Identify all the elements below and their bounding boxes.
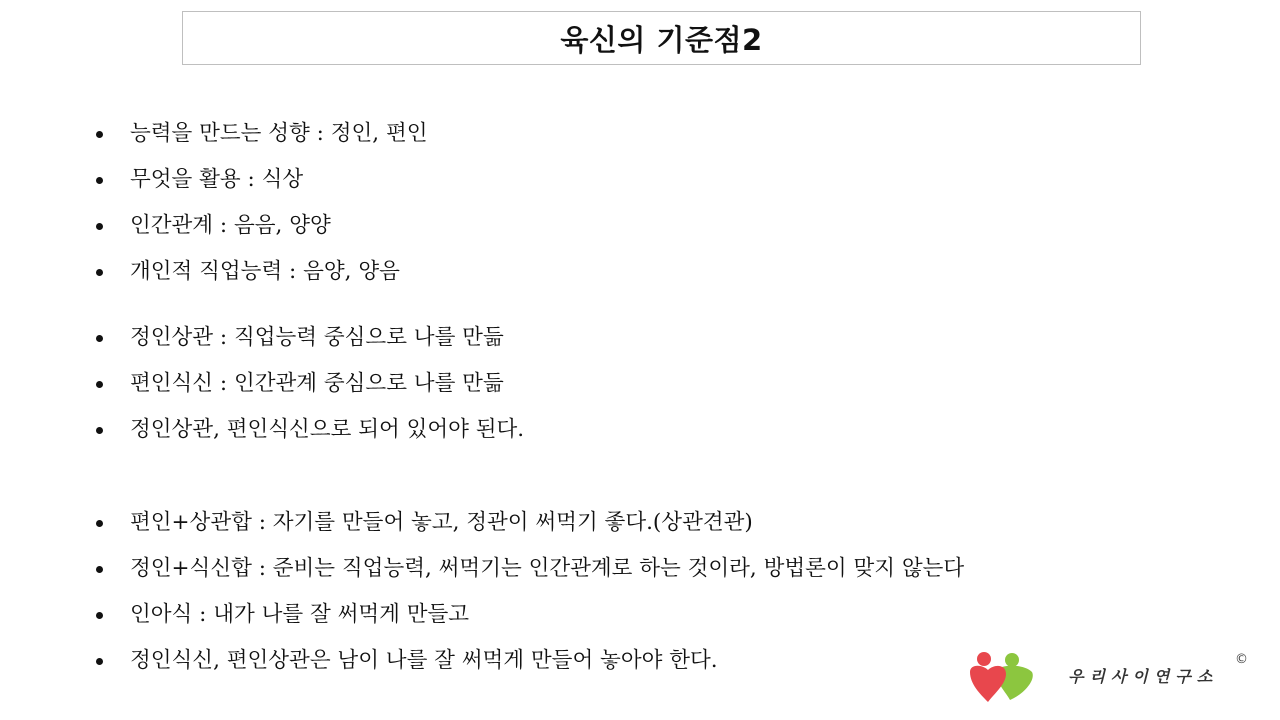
bullet-item [96,211,331,241]
bullet-dot-icon [96,131,103,138]
bullet-text: 정인상관 : 직업능력 중심으로 나를 만듦 [130,325,504,350]
bullet-text: 무엇을 활용 : 식상 [130,167,304,192]
bullet-text: 정인+식신합 : 준비는 직업능력, 써먹기는 인간관계로 하는 것이라, 방법론이 맞지 않는다 [130,556,965,581]
bullet-text: 편인+상관합 : 자기를 만들어 놓고, 정관이 써먹기 좋다.(상관견관) [130,510,753,535]
bullet-item [96,165,303,195]
bullet-dot-icon [96,566,103,573]
bullet-item [96,508,753,538]
bullet-text: 개인적 직업능력 : 음양, 양음 [130,259,400,284]
copyright-mark: © [1235,652,1248,667]
bullet-text: 인간관계 : 음음, 양양 [130,213,331,238]
bullet-text: 정인상관, 편인식신으로 되어 있어야 된다. [130,417,525,442]
bullet-item [96,554,964,584]
title-box [182,11,1141,65]
bullet-item [96,119,427,149]
bullet-item [96,257,400,287]
bullet-item [96,369,504,399]
bullet-item [96,600,469,630]
slide-title: 육신의 기준점2 [560,22,763,57]
bullet-dot-icon [96,427,103,434]
bullet-dot-icon [96,520,103,527]
bullet-dot-icon [96,223,103,230]
bullet-text: 능력을 만드는 성향 : 정인, 편인 [130,121,428,146]
bullet-dot-icon [96,612,103,619]
bullet-dot-icon [96,177,103,184]
bullet-dot-icon [96,658,103,665]
bullet-dot-icon [96,335,103,342]
bullet-dot-icon [96,381,103,388]
bullet-dot-icon [96,269,103,276]
bullet-item [96,415,524,445]
bullet-text: 편인식신 : 인간관계 중심으로 나를 만듦 [130,371,504,396]
bullet-item [96,323,504,353]
bullet-text: 인아식 : 내가 나를 잘 써먹게 만들고 [130,602,470,627]
logo-text: 우리사이연구소 [1068,667,1219,686]
bullet-text: 정인식신, 편인상관은 남이 나를 잘 써먹게 만들어 놓아야 한다. [130,648,718,673]
bullet-item [96,646,718,676]
two-hearts-icon [966,650,1036,704]
